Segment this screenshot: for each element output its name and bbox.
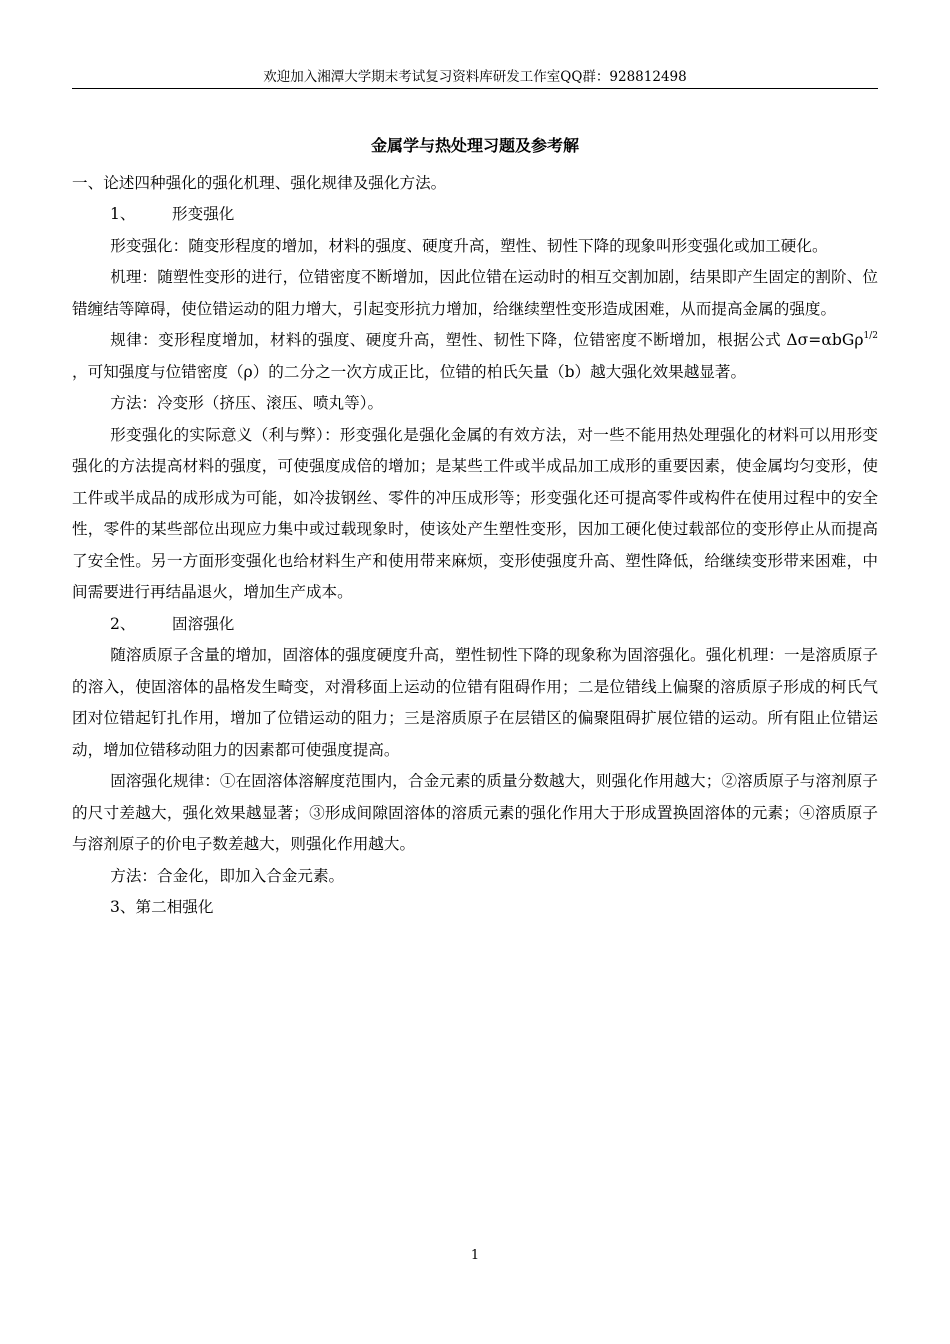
paragraph-definition: 形变强化：随变形程度的增加，材料的强度、硬度升高，塑性、韧性下降的现象叫形变强化或加工硬化。 <box>110 236 828 255</box>
header-divider <box>72 88 878 89</box>
section-number: 1、 <box>110 205 136 223</box>
document-body <box>72 132 878 924</box>
page-number: 1 <box>470 1248 480 1263</box>
section-heading-1 <box>72 199 878 231</box>
question-heading: 一、论述四种强化的强化机理、强化规律及强化方法。 <box>72 174 447 192</box>
document-title: 金属学与热处理习题及参考解 <box>370 136 579 155</box>
rule-text-after: ，可知强度与位错密度（ρ）的二分之一次方成正比，位错的柏氏矢量（b）越大强化效果越显著。 <box>72 362 747 381</box>
paragraph-mechanism: 机理：随塑性变形的进行，位错密度不断增加，因此位错在运动时的相互交割加剧，结果即产生固定的割阶、位错缠结等障碍，使位错运动的阻力增大，引起变形抗力增加，给继续塑性变形造成困难，从而提高金属的强度。 <box>72 268 878 318</box>
page-header: 欢迎加入湘潭大学期末考试复习资料库研发工作室QQ群：928812498 <box>263 69 687 85</box>
section-number: 2、 <box>110 614 136 633</box>
section-heading-3: 3、第二相强化 <box>110 898 214 916</box>
paragraph-significance: 形变强化的实际意义（利与弊）：形变强化是强化金属的有效方法，对一些不能用热处理强化的材料可以用形变强化的方法提高材料的强度，可使强度成倍的增加；是某些工件或半成品加工成形的重要因素，使金属均匀变形，使工件或半成品的成形成为可能，如冷拔钢丝、零件的冲压成形等；形变强化还可提高零件或构件在使用过程中的安全性，零件的某些部位出现应力集中或过载现象时，使该处产生塑性变形，因加工硬化使过载部位的变形停止从而提高了安全性。另一方面形变强化也给材料生产和使用带来麻烦，变形使强度升高、塑性降低，给继续变形带来困难，中间需要进行再结晶退火，增加生产成本。 <box>72 425 878 601</box>
paragraph-solid-solution: 随溶质原子含量的增加，固溶体的强度硬度升高，塑性韧性下降的现象称为固溶强化。强化机理：一是溶质原子的溶入，使固溶体的晶格发生畸变，对滑移面上运动的位错有阻碍作用；二是位错线上偏聚的溶质原子形成的柯氏气团对位错起钉扎作用，增加了位错运动的阻力；三是溶质原子在层错区的偏聚阻碍扩展位错的运动。所有阻止位错运动，增加位错移动阻力的因素都可使强度提高。 <box>72 646 878 759</box>
section-heading-2 <box>72 609 878 641</box>
section-title: 固溶强化 <box>172 614 235 633</box>
paragraph-solid-solution-rules: 固溶强化规律：①在固溶体溶解度范围内，合金元素的质量分数越大，则强化作用越大；②溶质原子与溶剂原子的尺寸差越大，强化效果越显著；③形成间隙固溶体的溶质元素的强化作用大于形成置换固溶体的元素；④溶质原子与溶剂原子的价电子数差越大，则强化作用越大。 <box>72 772 878 853</box>
section-title: 形变强化 <box>172 205 235 223</box>
rule-text-before: 规律：变形程度增加，材料的强度、硬度升高，塑性、韧性下降，位错密度不断增加，根据公式 Δσ=αbGρ <box>110 331 864 349</box>
paragraph-rule <box>72 325 878 388</box>
paragraph-solid-solution-method: 方法：合金化，即加入合金元素。 <box>110 866 345 885</box>
formula-exponent: 1/2 <box>863 330 878 341</box>
paragraph-method: 方法：冷变形（挤压、滚压、喷丸等）。 <box>110 394 384 412</box>
